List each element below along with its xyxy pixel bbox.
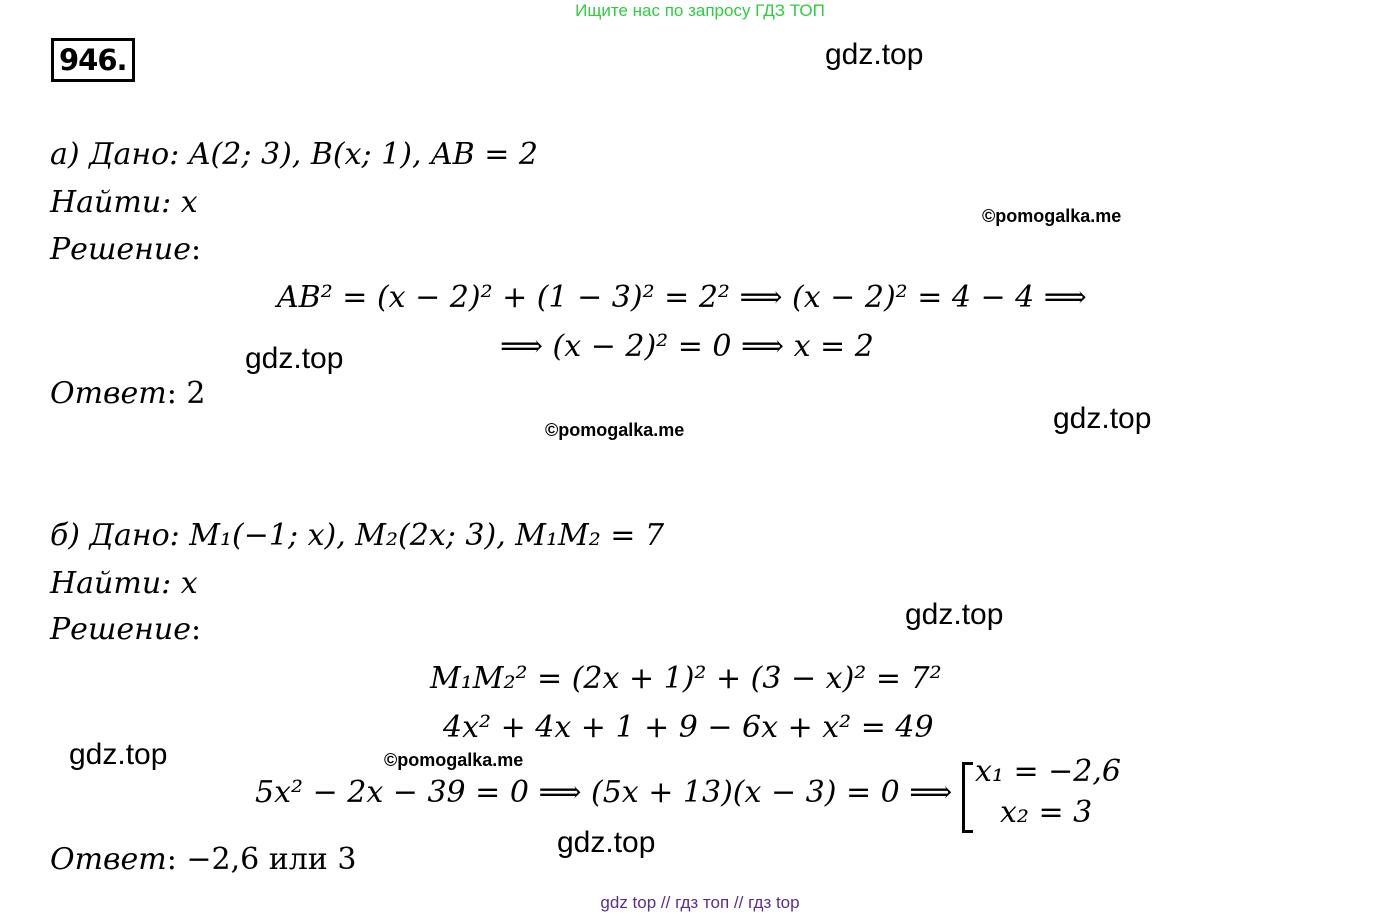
gdz-watermark: gdz.top bbox=[557, 826, 656, 859]
problem-number: 946. bbox=[51, 38, 135, 82]
answer-value: : 2 bbox=[166, 376, 206, 411]
answer-label: Ответ bbox=[50, 376, 167, 411]
pomogalka-watermark: ©pomogalka.me bbox=[982, 206, 1122, 226]
part-b-solution bbox=[50, 612, 201, 647]
find-label: Найти bbox=[50, 566, 162, 601]
gdz-watermark: gdz.top bbox=[245, 342, 344, 375]
given-value: : M₁(−1; x), M₂(2x; 3), M₁M₂ = 7 bbox=[169, 518, 665, 553]
pomogalka-watermark: ©pomogalka.me bbox=[384, 750, 524, 770]
given-label: а) Дано bbox=[50, 137, 170, 172]
gdz-watermark: gdz.top bbox=[69, 738, 168, 771]
given-label: б) Дано bbox=[50, 518, 170, 553]
part-a-equation-2: ⟹ (x − 2)² = 0 ⟹ x = 2 bbox=[500, 329, 874, 364]
system-bracket bbox=[962, 762, 973, 833]
root-1: x₁ = −2,6 bbox=[975, 754, 1122, 789]
part-a-equation-1: AB² = (x − 2)² + (1 − 3)² = 2² ⟹ (x − 2)² = 4 − 4 ⟹ bbox=[277, 280, 1087, 315]
part-b-find bbox=[50, 566, 198, 601]
part-b-equation-1: M₁M₂² = (2x + 1)² + (3 − x)² = 7² bbox=[430, 661, 942, 696]
solution-colon: : bbox=[190, 612, 202, 647]
footer-links[interactable]: gdz top // гдз топ // гдз top bbox=[600, 893, 800, 912]
gdz-watermark: gdz.top bbox=[1053, 402, 1152, 435]
solution-label: Решение bbox=[50, 232, 191, 267]
pomogalka-watermark: ©pomogalka.me bbox=[545, 420, 685, 440]
gdz-watermark: gdz.top bbox=[905, 598, 1004, 631]
part-b-given bbox=[50, 518, 664, 553]
find-label: Найти bbox=[50, 185, 162, 220]
find-value: : x bbox=[161, 566, 198, 601]
part-a-solution bbox=[50, 232, 201, 267]
top-banner: Ищите нас по запросу ГДЗ ТОП bbox=[575, 1, 825, 20]
part-a-find bbox=[50, 185, 198, 220]
solution-colon: : bbox=[190, 232, 202, 267]
part-b-equation-3: 5x² − 2x − 39 = 0 ⟹ (5x + 13)(x − 3) = 0 ⟹ bbox=[255, 775, 953, 810]
part-b-answer bbox=[50, 842, 356, 877]
part-a-answer bbox=[50, 376, 205, 411]
find-value: : x bbox=[161, 185, 198, 220]
given-value: : A(2; 3), B(x; 1), AB = 2 bbox=[169, 137, 539, 172]
answer-value: : −2,6 или 3 bbox=[166, 842, 357, 877]
part-b-equation-2: 4x² + 4x + 1 + 9 − 6x + x² = 49 bbox=[443, 710, 934, 745]
gdz-watermark: gdz.top bbox=[825, 38, 924, 71]
part-a-given bbox=[50, 137, 538, 172]
solution-label: Решение bbox=[50, 612, 191, 647]
answer-label: Ответ bbox=[50, 842, 167, 877]
root-2: x₂ = 3 bbox=[1000, 795, 1093, 830]
